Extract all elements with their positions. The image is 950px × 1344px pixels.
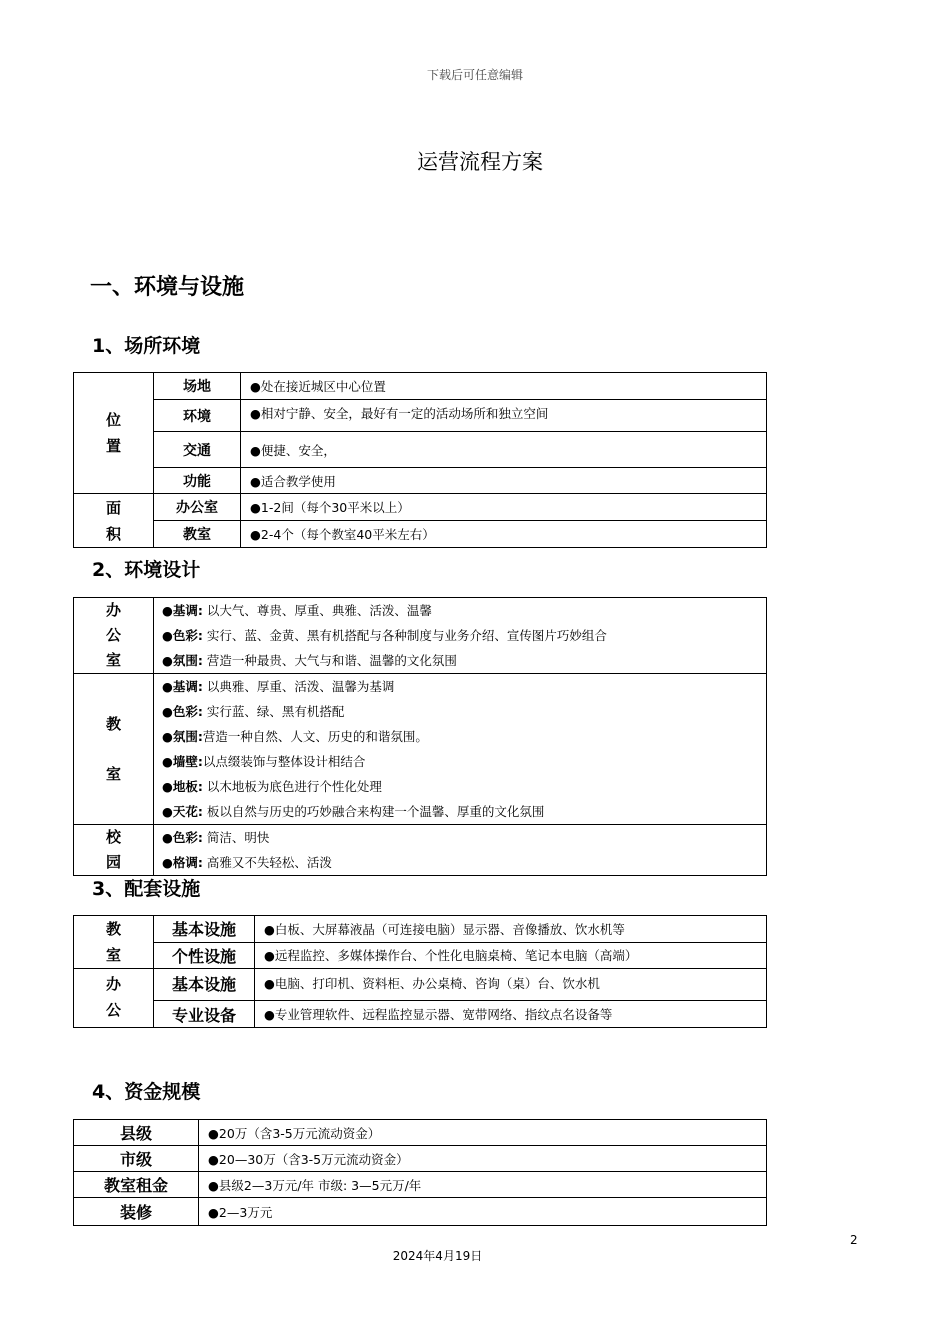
design-line: ●色彩: 简洁、明快 — [162, 830, 270, 845]
row-key: 个性设施 — [154, 942, 255, 969]
row-value: ●专业管理软件、远程监控显示器、宽带网络、指纹点名设备等 — [255, 1001, 767, 1028]
row-key: 办公室 — [154, 494, 241, 521]
row-key: 装修 — [74, 1198, 199, 1226]
design-table — [73, 597, 767, 876]
area-label: 面 积 — [74, 494, 154, 548]
row-key: 教室 — [154, 521, 241, 548]
classroom-label: 教 室 — [74, 916, 154, 969]
design-line: ●格调: 高雅又不失轻松、活泼 — [162, 855, 332, 870]
row-value: ●白板、大屏幕液晶（可连接电脑）显示器、音像播放、饮水机等 — [255, 916, 767, 943]
row-key: 专业设备 — [154, 1001, 255, 1028]
design-line: ●基调: 以大气、尊贵、厚重、典雅、活泼、温馨 — [162, 603, 432, 618]
design-line: ●墙壁:以点缀装饰与整体设计相结合 — [162, 754, 366, 769]
row-key: 功能 — [154, 468, 241, 494]
design-line: ●天花: 板以自然与历史的巧妙融合来构建一个温馨、厚重的文化氛围 — [162, 804, 545, 819]
row-key: 环境 — [154, 400, 241, 432]
classroom-label: 教 室 — [74, 674, 154, 825]
row-key: 市级 — [74, 1146, 199, 1172]
section-heading-environment: 一、环境与设施 — [90, 275, 245, 300]
design-line: ●色彩: 实行、蓝、金黄、黑有机搭配与各种制度与业务介绍、宣传图片巧妙组合 — [162, 628, 607, 643]
heading-venue-environment: 1、场所环境 — [92, 335, 201, 357]
design-line: ●基调: 以典雅、厚重、活泼、温馨为基调 — [162, 679, 395, 694]
office-design-lines — [154, 598, 767, 674]
facilities-table — [73, 915, 767, 1028]
row-key: 基本设施 — [154, 916, 255, 943]
row-value: ●1-2间（每个30平米以上） — [241, 494, 767, 521]
design-line: ●色彩: 实行蓝、绿、黑有机搭配 — [162, 704, 345, 719]
row-value: ●2—3万元 — [199, 1198, 767, 1226]
row-value: ●20—30万（含3-5万元流动资金） — [199, 1146, 767, 1172]
row-value: ●电脑、打印机、资料柜、办公桌椅、咨询（桌）台、饮水机 — [255, 969, 767, 1001]
heading-environment-design: 2、环境设计 — [92, 559, 201, 581]
campus-design-lines — [154, 825, 767, 876]
document-title: 运营流程方案 — [417, 150, 543, 174]
campus-label: 校 园 — [74, 825, 154, 876]
venue-table — [73, 372, 767, 548]
funding-table — [73, 1119, 767, 1226]
classroom-design-lines — [154, 674, 767, 825]
location-label: 位 置 — [74, 373, 154, 494]
row-key: 县级 — [74, 1120, 199, 1146]
row-key: 基本设施 — [154, 969, 255, 1001]
page-number: 2 — [850, 1233, 858, 1247]
row-value: ●相对宁静、安全，最好有一定的活动场所和独立空间 — [241, 400, 767, 432]
heading-supporting-facilities: 3、配套设施 — [92, 878, 201, 900]
row-value: ●适合教学使用 — [241, 468, 767, 494]
row-value: ●便捷、安全， — [241, 432, 767, 468]
row-key: 交通 — [154, 432, 241, 468]
row-value: ●20万（含3-5万元流动资金） — [199, 1120, 767, 1146]
footer-date: 2024年4月19日 — [392, 1249, 483, 1263]
row-value: ●远程监控、多媒体操作台、个性化电脑桌椅、笔记本电脑（高端） — [255, 942, 767, 969]
row-value: ●处在接近城区中心位置 — [241, 373, 767, 400]
design-line: ●地板: 以木地板为底色进行个性化处理 — [162, 779, 382, 794]
design-line: ●氛围:营造一种自然、人文、历史的和谐氛围。 — [162, 729, 428, 744]
row-key: 场地 — [154, 373, 241, 400]
page-header: 下载后可任意编辑 — [426, 68, 523, 82]
office-label: 办 公 — [74, 969, 154, 1028]
row-key: 教室租金 — [74, 1172, 199, 1198]
design-line: ●氛围: 营造一种最贵、大气与和谐、温馨的文化氛围 — [162, 653, 457, 668]
heading-funding-scale: 4、资金规模 — [92, 1081, 201, 1103]
row-value: ●2-4个（每个教室40平米左右） — [241, 521, 767, 548]
office-label: 办 公 室 — [74, 598, 154, 674]
row-value: ●县级2—3万元/年 市级: 3—5元万/年 — [199, 1172, 767, 1198]
